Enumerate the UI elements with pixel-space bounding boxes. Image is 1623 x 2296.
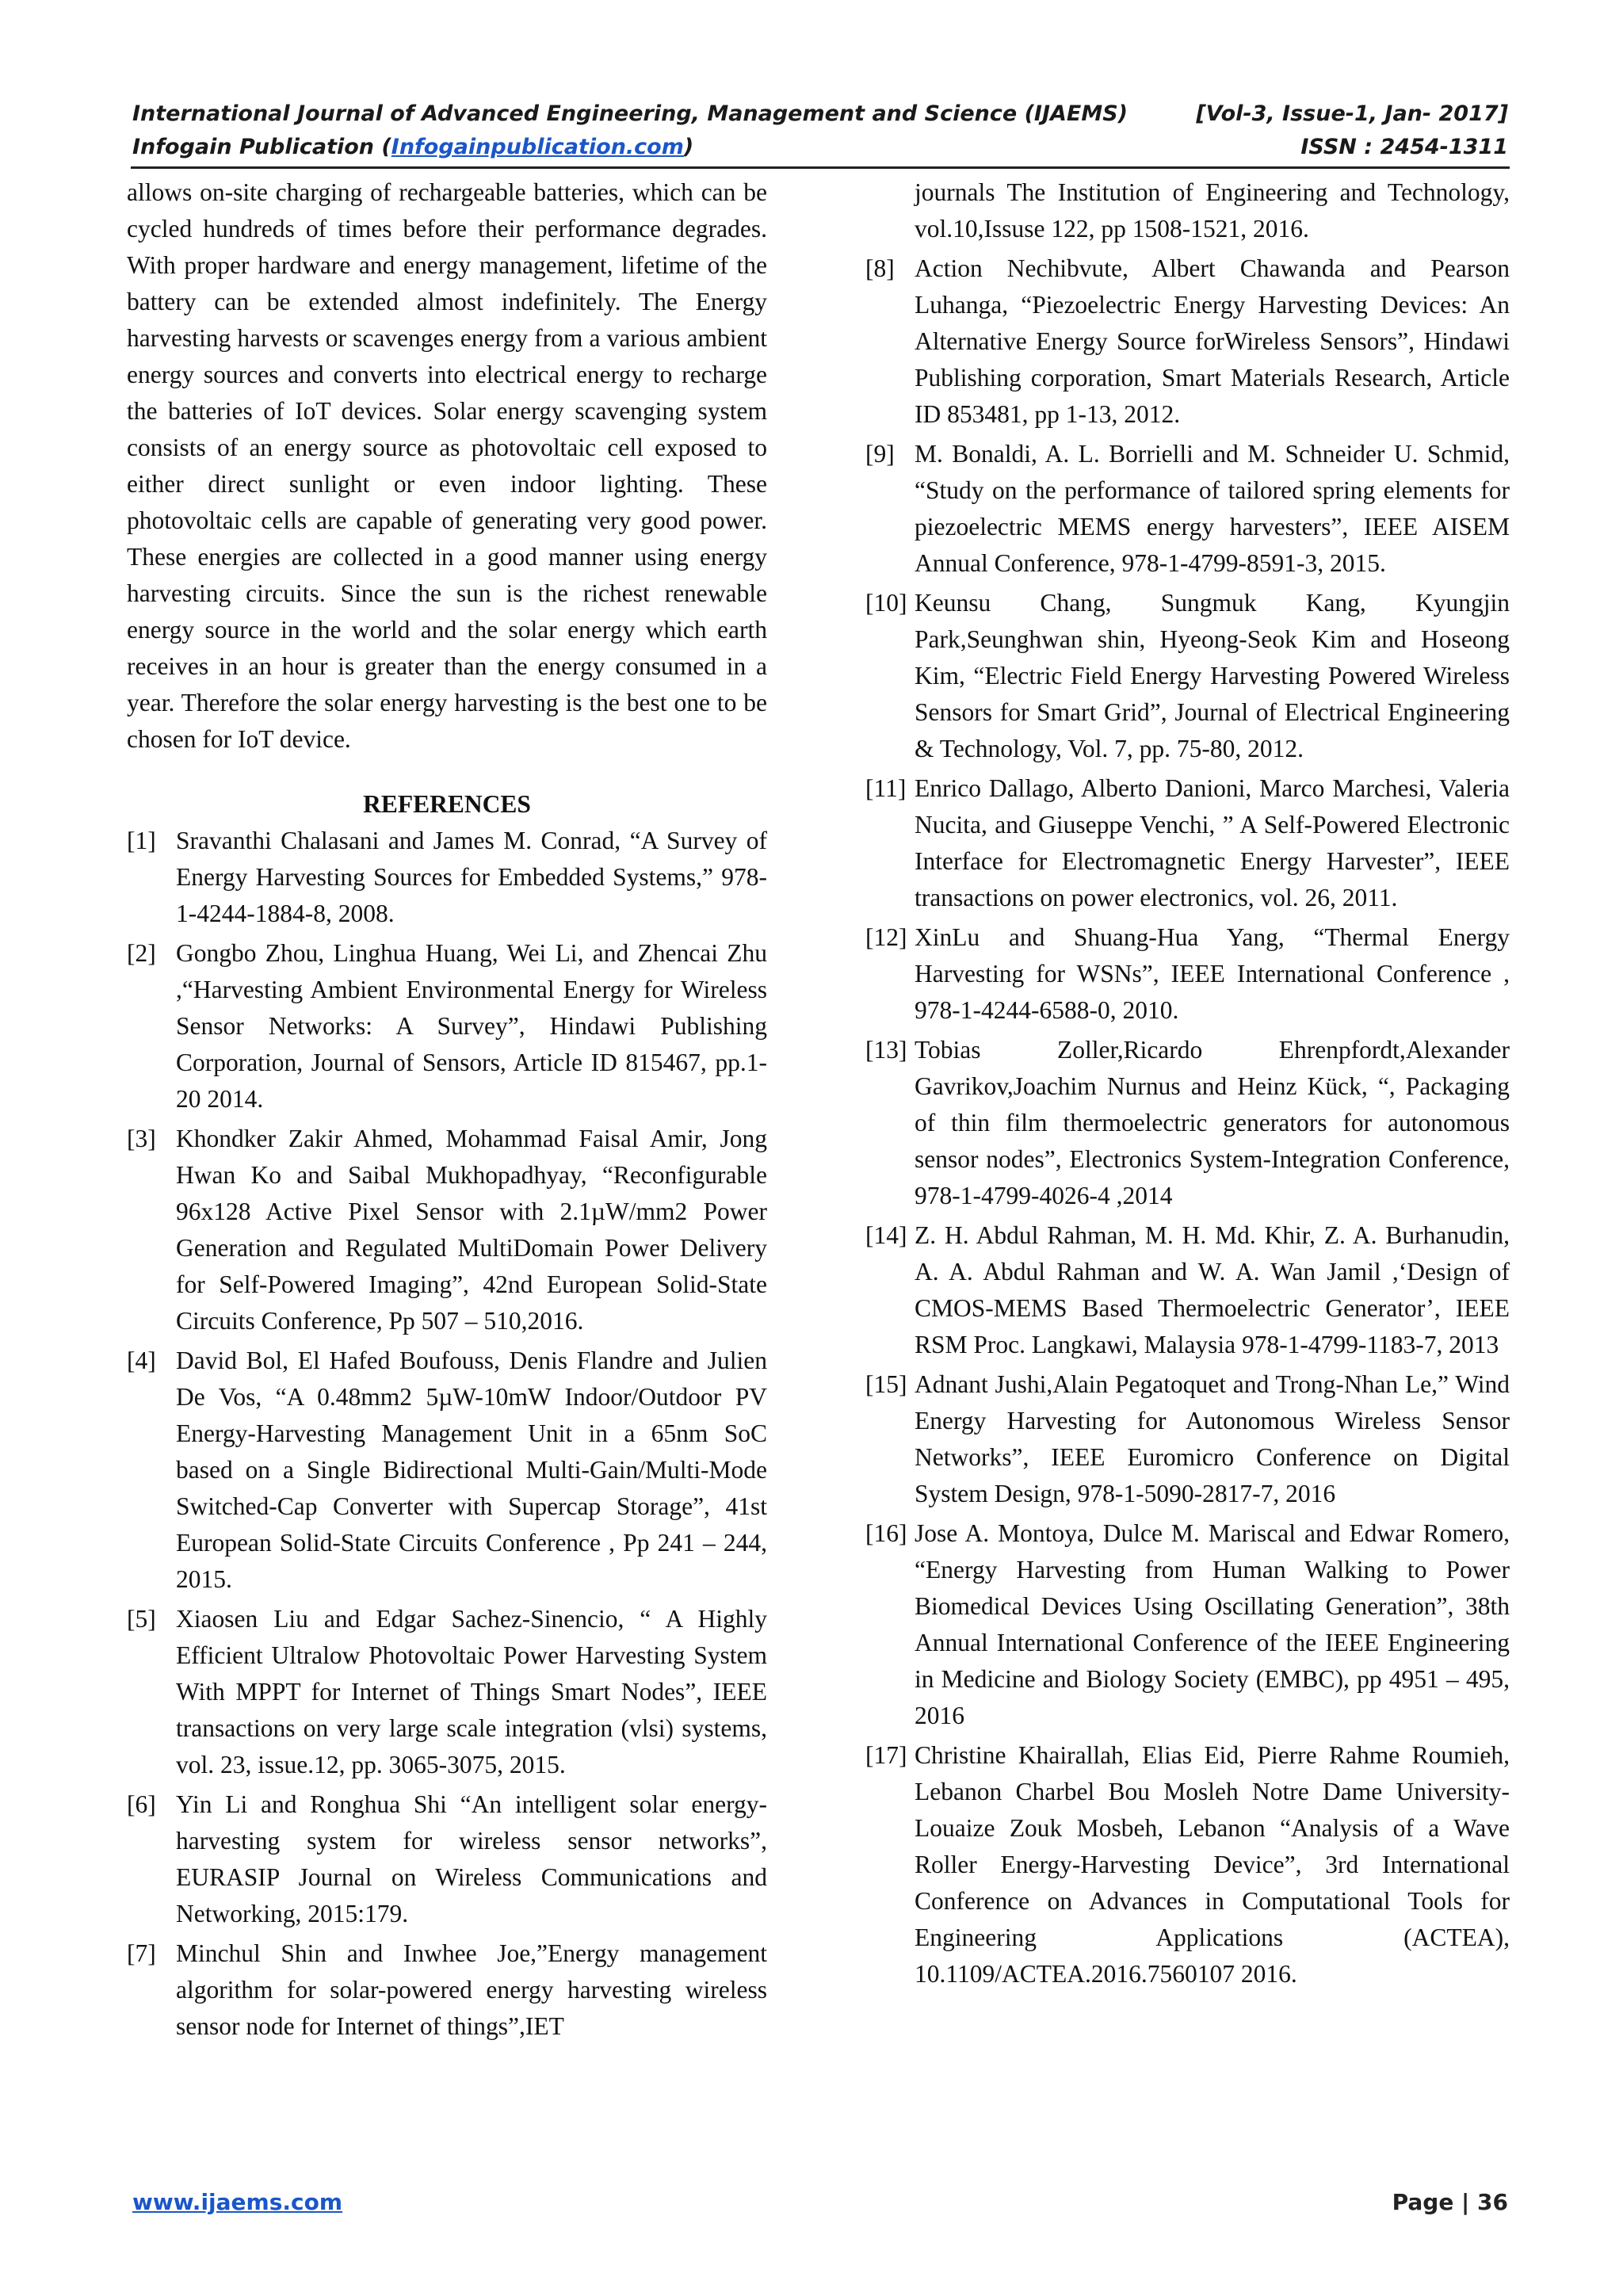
reference-number: [9] — [865, 440, 895, 468]
body-paragraph: allows on-site charging of rechargeable batteries, which can be cycled hundreds of times before their performance degrades. With proper hardware and energy management, lifetime of the battery can be extended almost indefinitely. The Energy harvesting harvests or scavenges energy from a various ambient energy sources and converts into electrical energy to recharge the batteries of IoT devices. Solar energy scavenging system consists of an energy source as photovoltaic cell exposed to either direct sunlight or even indoor lighting. These photovoltaic cells are capable of generating very good power. These energies are collected in a good manner using energy harvesting circuits. Since the sun is the richest renewable energy source in the world and the solar energy which earth receives in an hour is greater than the energy consumed in a year. Therefore the solar energy harvesting is the best one to be chosen for IoT device. — [127, 178, 767, 753]
reference-item — [127, 1601, 767, 1783]
reference-text: XinLu and Shuang-Hua Yang, “Thermal Energy Harvesting for WSNs”, IEEE International Conference , 978-1-4244-6588-0, 2010. — [915, 923, 1510, 1024]
reference-item — [127, 1935, 767, 2045]
references-left-list — [127, 823, 767, 2045]
reference-number: [16] — [865, 1519, 907, 1547]
reference-text: Xiaosen Liu and Edgar Sachez-Sinencio, “ A Highly Efficient Ultralow Photovoltaic Power Harvesting System With MPPT for Internet of Things Smart Nodes”, IEEE transactions on very large scale integration (vlsi) systems, vol. 23, issue.12, pp. 3065-3075, 2015. — [176, 1605, 767, 1778]
reference-item — [865, 1217, 1510, 1363]
reference-item — [865, 436, 1510, 582]
reference-number: [14] — [865, 1221, 907, 1249]
reference-number: [13] — [865, 1036, 907, 1064]
issn: ISSN : 2454-1311 — [1300, 135, 1508, 159]
reference-item — [127, 1786, 767, 1932]
reference-text: Yin Li and Ronghua Shi “An intelligent solar energy-harvesting system for wireless sensor networks”, EURASIP Journal on Wireless Communications and Networking, 2015:179. — [176, 1790, 767, 1927]
reference-number: [4] — [127, 1347, 156, 1374]
reference-continuation: journals The Institution of Engineering and Technology, vol.10,Issuse 122, pp 1508-1521, 2016. — [915, 178, 1510, 243]
reference-text: Enrico Dallago, Alberto Danioni, Marco Marchesi, Valeria Nucita, and Giuseppe Venchi, ” A Self-Powered Electronic Interface for Electromagnetic Energy Harvester”, IEEE transactions on power electronics, vol. 26, 2011. — [915, 774, 1510, 911]
reference-text: Minchul Shin and Inwhee Joe,”Energy management algorithm for solar-powered energy harvesting wireless sensor node for Internet of things”,IET — [176, 1939, 767, 2040]
reference-item — [127, 1343, 767, 1598]
right-column — [865, 174, 1510, 1996]
reference-item — [865, 1366, 1510, 1512]
publisher-header-row — [132, 135, 1508, 159]
website-link[interactable]: www.ijaems.com — [132, 2189, 343, 2215]
reference-item — [865, 585, 1510, 767]
reference-text: Keunsu Chang, Sungmuk Kang, Kyungjin Park,Seunghwan shin, Hyeong-Seok Kim and Hoseong Kim, “Electric Field Energy Harvesting Powered Wireless Sensors for Smart Grid”, Journal of Electrical Engineering & Technology, Vol. 7, pp. 75-80, 2012. — [915, 589, 1510, 762]
reference-item — [127, 823, 767, 932]
reference-text: Christine Khairallah, Elias Eid, Pierre Rahme Roumieh, Lebanon Charbel Bou Mosleh Notre Dame University-Louaize Zouk Mosbeh, Lebanon “Analysis of a Wave Roller Energy-Harvesting Device”, 3rd International Conference on Advances in Computational Tools for Engineering Applications (ACTEA), 10.1109/ACTEA.2016.7560107 2016. — [915, 1741, 1510, 1988]
reference-item — [865, 250, 1510, 433]
reference-item — [865, 919, 1510, 1029]
reference-number: [5] — [127, 1605, 156, 1633]
volume-issue: [Vol-3, Issue-1, Jan- 2017] — [1196, 101, 1508, 126]
reference-text: Jose A. Montoya, Dulce M. Mariscal and Edwar Romero, “Energy Harvesting from Human Walking to Power Biomedical Devices Using Oscillating Generation”, 38th Annual International Conference of the IEEE Engineering in Medicine and Biology Society (EMBC), pp 4951 – 495, 2016 — [915, 1519, 1510, 1729]
header-rule — [131, 166, 1510, 169]
reference-item — [127, 1121, 767, 1339]
left-column — [127, 174, 767, 2048]
reference-text: Action Nechibvute, Albert Chawanda and Pearson Luhanga, “Piezoelectric Energy Harvesting Devices: An Alternative Energy Source forWireless Sensors”, Hindawi Publishing corporation, Smart Materials Research, Article ID 853481, pp 1-13, 2012. — [915, 254, 1510, 428]
publisher-prefix: Infogain Publication ( — [132, 135, 391, 159]
publisher-suffix: ) — [683, 135, 694, 159]
reference-text: Tobias Zoller,Ricardo Ehrenpfordt,Alexander Gavrikov,Joachim Nurnus and Heinz Kück, “, Packaging of thin film thermoelectric generators for autonomous sensor nodes”, Electronics System-Integration Conference, 978-1-4799-4026-4 ,2014 — [915, 1036, 1510, 1209]
reference-item — [865, 1737, 1510, 1992]
reference-text: Sravanthi Chalasani and James M. Conrad, “A Survey of Energy Harvesting Sources for Embedded Systems,” 978-1-4244-1884-8, 2008. — [176, 827, 767, 927]
publisher-link[interactable]: Infogainpublication.com — [391, 135, 684, 159]
reference-text: Adnant Jushi,Alain Pegatoquet and Trong-Nhan Le,” Wind Energy Harvesting for Autonomous Wireless Sensor Networks”, IEEE Euromicro Conference on Digital System Design, 978-1-5090-2817-7, 2016 — [915, 1370, 1510, 1507]
journal-header-row — [132, 101, 1508, 126]
references-heading: REFERENCES — [363, 790, 531, 818]
page-footer — [132, 2189, 1508, 2215]
reference-text: Z. H. Abdul Rahman, M. H. Md. Khir, Z. A. Burhanudin, A. A. Abdul Rahman and W. A. Wan Jamil ,‘Design of CMOS-MEMS Based Thermoelectric Generator’, IEEE RSM Proc. Langkawi, Malaysia 978-1-4799-1183-7, 2013 — [915, 1221, 1510, 1358]
reference-number: [6] — [127, 1790, 156, 1818]
reference-item — [865, 770, 1510, 916]
reference-number: [2] — [127, 939, 156, 967]
reference-number: [7] — [127, 1939, 156, 1967]
reference-number: [15] — [865, 1370, 907, 1398]
reference-number: [10] — [865, 589, 907, 617]
reference-item — [865, 1032, 1510, 1214]
reference-item — [865, 1515, 1510, 1734]
reference-number: [3] — [127, 1125, 156, 1152]
journal-title: International Journal of Advanced Engineering, Management and Science (IJAEMS) — [132, 101, 1128, 126]
page-number: Page | 36 — [1392, 2189, 1508, 2215]
reference-number: [12] — [865, 923, 907, 951]
reference-text: Khondker Zakir Ahmed, Mohammad Faisal Amir, Jong Hwan Ko and Saibal Mukhopadhyay, “Reconfigurable 96x128 Active Pixel Sensor with 2.1µW/mm2 Power Generation and Regulated MultiDomain Power Delivery for Self-Powered Imaging”, 42nd European Solid-State Circuits Conference, Pp 507 – 510,2016. — [176, 1125, 767, 1335]
reference-text: David Bol, El Hafed Boufouss, Denis Flandre and Julien De Vos, “A 0.48mm2 5µW-10mW Indoor/Outdoor PV Energy-Harvesting Management Unit in a 65nm SoC based on a Single Bidirectional Multi-Gain/Multi-Mode Switched-Cap Converter with Supercap Storage”, 41st European Solid-State Circuits Conference , Pp 241 – 244, 2015. — [176, 1347, 767, 1593]
references-right-list — [865, 250, 1510, 1992]
reference-text: M. Bonaldi, A. L. Borrielli and M. Schneider U. Schmid, “Study on the performance of tailored spring elements for piezoelectric MEMS energy harvesters”, IEEE AISEM Annual Conference, 978-1-4799-8591-3, 2015. — [915, 440, 1510, 577]
reference-number: [11] — [865, 774, 907, 802]
reference-number: [17] — [865, 1741, 907, 1769]
reference-text: Gongbo Zhou, Linghua Huang, Wei Li, and Zhencai Zhu ,“Harvesting Ambient Environmental Energy for Wireless Sensor Networks: A Survey”, Hindawi Publishing Corporation, Journal of Sensors, Article ID 815467, pp.1-20 2014. — [176, 939, 767, 1113]
reference-number: [1] — [127, 827, 156, 854]
reference-item — [127, 935, 767, 1117]
reference-number: [8] — [865, 254, 895, 282]
